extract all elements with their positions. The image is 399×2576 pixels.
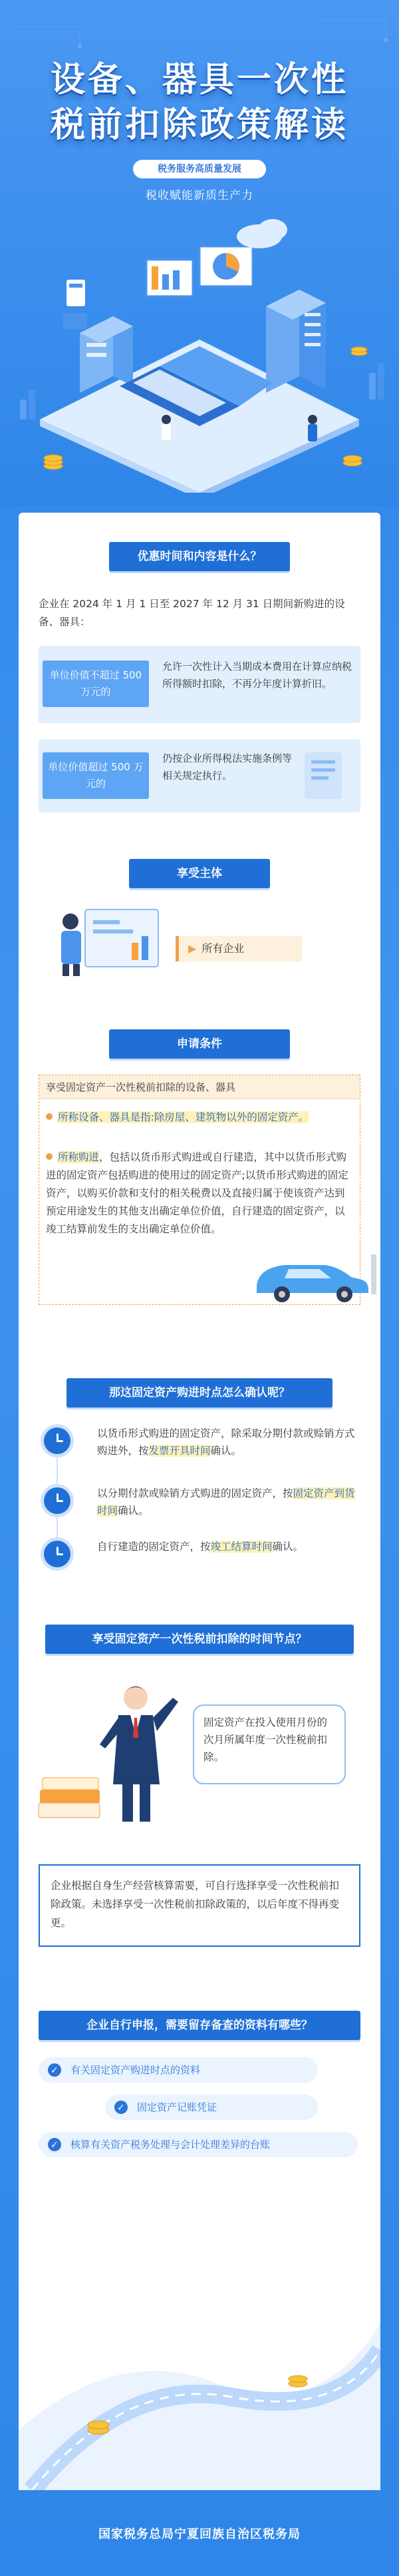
- price-label-under-5m: 单位价值不超过 500 万元的: [43, 660, 149, 707]
- condition-2: [46, 1149, 354, 1238]
- section-1-title: 优惠时间和内容是什么？: [109, 542, 290, 571]
- section-5-title: 享受固定资产一次性税前扣除的时间节点？: [45, 1625, 354, 1654]
- clock-icon: [44, 1427, 70, 1454]
- clock-icon: [44, 1541, 70, 1567]
- clock-icon: [44, 1487, 70, 1514]
- document-icon: [298, 748, 351, 804]
- record-item-1-text: 有关固定资产购进时点的资料: [70, 2064, 201, 2076]
- businessman-illustration: [36, 1671, 196, 1831]
- condition-1-text: 所称设备、器具是指:除房屋、建筑物以外的固定资产。: [58, 1111, 309, 1123]
- bullet-icon: [46, 1153, 53, 1160]
- check-icon: [48, 2138, 61, 2151]
- footer: 国家税务总局宁夏回族自治区税务局: [98, 2527, 301, 2541]
- eligible-entity-text: 所有企业: [201, 942, 245, 955]
- record-item-1: [39, 2057, 318, 2083]
- pointer-icon: ▶: [188, 942, 197, 955]
- condition-2-text: ，包括以货币形式购进或自行建造，其中以货币形式购进的固定资产包括购进的使用过的固定资产;以货币形式购进的固定资产，以购买价款和支付的相关税费以及直接归属于使该资产达到预定用途发生的其他支出确定单位价值，自行建造的固定资产，以竣工结算前发生的支出确定单位价值。: [46, 1151, 348, 1235]
- time-point-3: [44, 1538, 356, 1585]
- bullet-icon: [46, 1113, 53, 1120]
- price-label-over-5m: 单位价值超过 500 万元的: [43, 752, 149, 799]
- road-illustration: [19, 2177, 380, 2490]
- car-charging-illustration: [245, 1245, 378, 1305]
- record-item-2: [105, 2095, 318, 2120]
- time-point-1-text: 以货币形式购进的固定资产，除采取分期付款或赊销方式购进外，按发票开具时间确认。: [97, 1427, 355, 1457]
- section-2-title: 享受主体: [129, 859, 270, 888]
- check-icon: [114, 2101, 128, 2114]
- policy-note: 企业根据自身生产经营核算需要，可自行选择享受一次性税前扣除政策。未选择享受一次性税前扣除政策的，以后年度不得再变更。: [39, 1864, 360, 1947]
- person-board-illustration: [45, 905, 172, 979]
- hero: [0, 0, 399, 506]
- condition-2-lead: 所称购进: [58, 1151, 100, 1163]
- section-6-title: 企业自行申报，需要留存备查的资料有哪些？: [39, 2011, 360, 2040]
- condition-1: [46, 1109, 354, 1127]
- record-item-2-text: 固定资产记账凭证: [137, 2101, 217, 2113]
- section-1-intro: 企业在 2024 年 1 月 1 日至 2027 年 12 月 31 日期间新购进的设备、器具：: [39, 598, 345, 628]
- price-box-over-5m: [39, 739, 360, 812]
- content-card: [19, 513, 380, 2490]
- check-icon: [48, 2063, 61, 2077]
- section-3-title: 申请条件: [109, 1029, 290, 1059]
- record-item-3-text: 核算有关资产税务处理与会计处理差异的台账: [70, 2139, 271, 2151]
- time-point-1: [44, 1425, 356, 1478]
- hero-title-line1: 设备、器具一次性: [50, 60, 348, 100]
- price-text-under-5m: 允许一次性计入当期成本费用在计算应纳税所得额时扣除，不再分年度计算折旧。: [162, 660, 352, 690]
- isometric-illustration: [0, 200, 399, 493]
- section-4-title: 那这固定资产购进时点怎么确认呢？: [66, 1378, 332, 1408]
- time-point-2-text: 以分期付款或赊销方式购进的固定资产，按固定资产到货时间确认。: [97, 1487, 355, 1517]
- record-item-3: [39, 2132, 358, 2157]
- hero-title-line2: 税前扣除政策解读: [50, 105, 348, 145]
- hero-pill: 税务服务高质量发展: [133, 160, 266, 178]
- time-point-2: [44, 1485, 356, 1531]
- hero-subtitle: 税收赋能新质生产力: [146, 189, 253, 202]
- speech-bubble: 固定资产在投入使用月份的次月所属年度一次性税前扣除。: [193, 1704, 346, 1784]
- price-box-under-5m: [39, 646, 360, 723]
- price-text-over-5m: 仍按企业所得税法实施条例等相关规定执行。: [162, 752, 293, 782]
- conditions-box-header: 享受固定资产一次性税前扣除的设备、器具: [39, 1075, 360, 1099]
- eligible-entity-badge: [176, 936, 302, 961]
- time-point-3-text: 自行建造的固定资产，按竣工结算时间确认。: [97, 1541, 304, 1553]
